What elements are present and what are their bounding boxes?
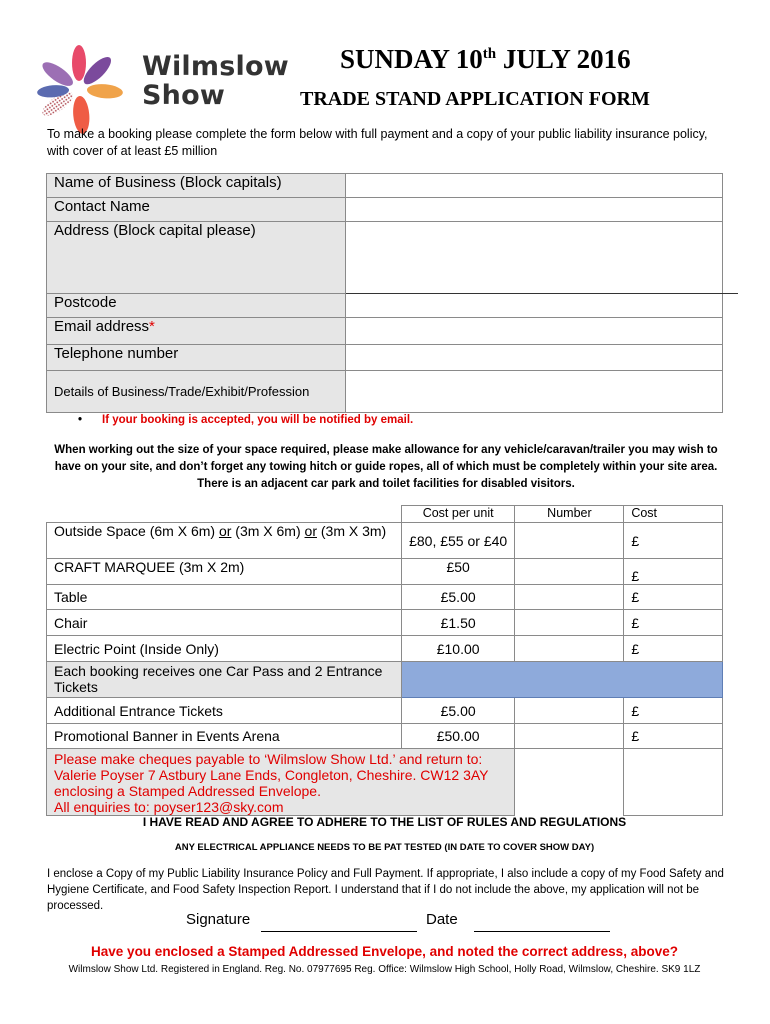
signature-label: Signature — [186, 911, 251, 928]
or-text: or — [218, 523, 232, 539]
contact-name-field[interactable] — [346, 198, 723, 222]
electric-point-price: £10.00 — [401, 636, 515, 662]
postcode-field[interactable] — [346, 294, 723, 318]
date-field[interactable] — [474, 930, 610, 932]
banner-cost[interactable]: £ — [624, 724, 723, 749]
enquiries-line: All enquiries to: poyser123@sky.com — [54, 799, 284, 815]
brand-name — [142, 52, 289, 110]
chair-price: £1.50 — [401, 610, 515, 636]
brand-line-1: Wilmslow — [142, 51, 289, 82]
address-line: Valerie Poyser 7 Astbury Lane Ends, Congleton, Cheshire. CW12 3AY — [54, 767, 489, 783]
wilmslow-show-logo-icon — [34, 44, 124, 134]
electric-point-number-field[interactable] — [515, 636, 624, 662]
acceptance-notice-text: If your booking is accepted, you will be notified by email. — [102, 414, 414, 426]
banner-number-field[interactable] — [515, 724, 624, 749]
declaration-text: I enclose a Copy of my Public Liability Insurance Policy and Full Payment. If appropriate, I also include a copy of my Food Safety and Hygiene Certificate, and Food Safety Inspection Report. I understand that if I do not include the above, my application will not be processed. — [47, 868, 724, 912]
address-label: Address (Block capital please) — [47, 222, 346, 294]
additional-tickets-price: £5.00 — [401, 698, 515, 724]
business-details-field[interactable] — [346, 371, 723, 413]
or-text: or — [304, 523, 317, 539]
outside-space-text-b: (3m X 6m) — [231, 523, 305, 539]
acceptance-notice — [78, 414, 413, 426]
additional-tickets-number-field[interactable] — [515, 698, 624, 724]
electric-point-label: Electric Point (Inside Only) — [47, 636, 402, 662]
email-field[interactable] — [346, 318, 723, 345]
chair-cost[interactable]: £ — [624, 610, 723, 636]
marquee-number-field[interactable] — [515, 559, 624, 585]
business-name-label: Name of Business (Block capitals) — [47, 174, 346, 198]
marquee-label: CRAFT MARQUEE (3m X 2m) — [47, 559, 402, 585]
rules-agreement: I HAVE READ AND AGREE TO ADHERE TO THE LIST OF RULES AND REGULATIONS — [142, 815, 627, 829]
brand-line-2: Show — [142, 80, 225, 111]
header-cost: Cost — [624, 506, 723, 523]
pricing-table — [46, 505, 723, 816]
header-blank — [47, 506, 402, 523]
outside-space-text-c: (3m X 3m) — [316, 523, 387, 539]
required-marker: * — [149, 318, 155, 335]
banner-label: Promotional Banner in Events Arena — [47, 724, 402, 749]
cheque-instructions — [47, 749, 515, 816]
table-price: £5.00 — [401, 585, 515, 610]
bullet-icon: • — [78, 414, 83, 426]
table-number-field[interactable] — [515, 585, 624, 610]
additional-tickets-cost[interactable]: £ — [624, 698, 723, 724]
business-details-text: Details of Business/Trade/Exhibit/Profession — [54, 384, 310, 399]
outside-space-label — [47, 523, 402, 559]
contact-name-label: Contact Name — [47, 198, 346, 222]
intro-text: To make a booking please complete the form below with full payment and a copy of your public liability insurance policy, with cover of at least £5 million — [47, 127, 708, 158]
car-pass-note: Each booking receives one Car Pass and 2 Entrance Tickets — [47, 662, 402, 698]
chair-label: Chair — [47, 610, 402, 636]
outside-space-text-a: Outside Space (6m X 6m) — [54, 523, 219, 539]
outside-space-number-field[interactable] — [515, 523, 624, 559]
marquee-cost[interactable]: £ — [624, 559, 723, 585]
business-details-label — [47, 371, 346, 413]
blank-cell — [515, 749, 624, 816]
date-label: Date — [426, 911, 458, 928]
electric-point-cost[interactable]: £ — [624, 636, 723, 662]
sae-reminder: Have you enclosed a Stamped Addressed Envelope, and noted the correct address, above? — [91, 944, 678, 959]
total-cost-field[interactable] — [624, 749, 723, 816]
outside-space-cost[interactable]: £ — [624, 523, 723, 559]
title-suffix: JULY 2016 — [496, 44, 631, 74]
email-label — [47, 318, 346, 345]
postcode-label: Postcode — [47, 294, 346, 318]
signature-field[interactable] — [261, 930, 417, 932]
page-title — [340, 44, 631, 75]
table-cost[interactable]: £ — [624, 585, 723, 610]
cheque-line: Please make cheques payable to ‘Wilmslow Show Ltd.’ and return to: — [54, 751, 483, 767]
footer-registration: Wilmslow Show Ltd. Registered in England. Reg. No. 07977695 Reg. Office: Wilmslow High School, Holly Road, Wilmslow, Cheshire. SK9 1LZ — [68, 964, 701, 975]
table-label: Table — [47, 585, 402, 610]
telephone-label: Telephone number — [47, 345, 346, 371]
sae-line: enclosing a Stamped Addressed Envelope. — [54, 783, 321, 799]
title-prefix: SUNDAY 10 — [340, 44, 483, 74]
email-label-text: Email address — [54, 318, 150, 335]
telephone-field[interactable] — [346, 345, 723, 371]
header-cost-per-unit: Cost per unit — [401, 506, 515, 523]
pat-testing-note: ANY ELECTRICAL APPLIANCE NEEDS TO BE PAT TESTED (IN DATE TO COVER SHOW DAY) — [174, 842, 595, 853]
space-requirements-note: When working out the size of your space required, please make allowance for any vehicle/caravan/trailer you may wish to have on your site, and don’t forget any towing hitch or guide ropes, all of which must be completely within your site area. There is an adjacent car park and toilet facilities for disabled visitors. — [54, 444, 718, 490]
form-subtitle: TRADE STAND APPLICATION FORM — [300, 88, 650, 110]
title-superscript: th — [482, 46, 497, 62]
marquee-price: £50 — [401, 559, 515, 585]
outside-space-price: £80, £55 or £40 — [401, 523, 515, 559]
car-pass-highlight — [401, 662, 722, 698]
additional-tickets-label: Additional Entrance Tickets — [47, 698, 402, 724]
business-name-field[interactable] — [346, 174, 723, 198]
banner-price: £50.00 — [401, 724, 515, 749]
chair-number-field[interactable] — [515, 610, 624, 636]
divider-line — [346, 293, 738, 294]
address-field[interactable] — [346, 222, 723, 294]
header-number: Number — [515, 506, 624, 523]
